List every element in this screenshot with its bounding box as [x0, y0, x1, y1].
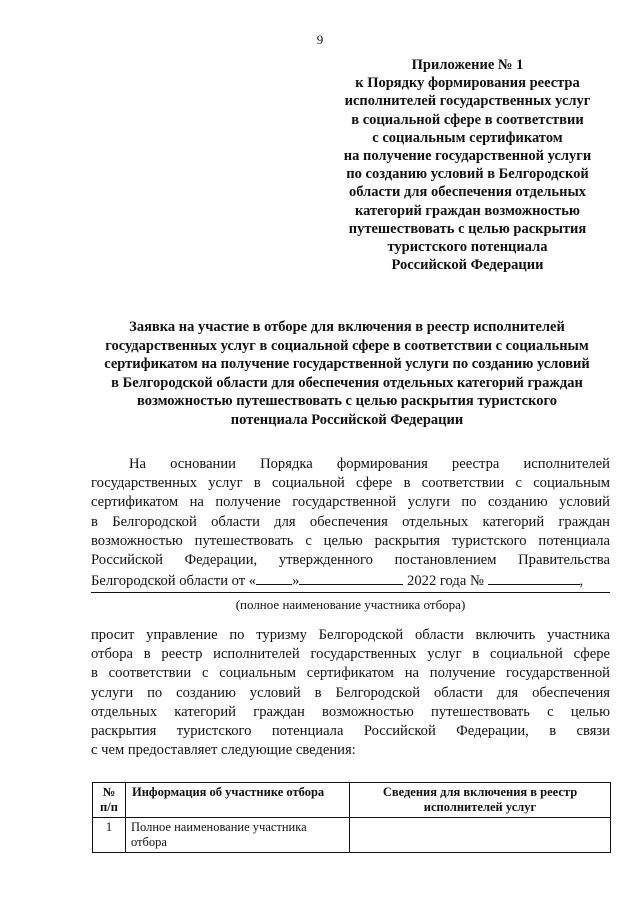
title-line: государственных услуг в социальной сфере в соответствии с социальным: [105, 337, 589, 354]
date-line: [91, 570, 610, 589]
participant-name-caption: (полное наименование участника отбора): [235, 597, 466, 612]
paragraph-line: государственных услуг в социальной сфере в соответствии с социальным: [91, 475, 610, 492]
column-header-number: № п/п: [93, 783, 126, 818]
paragraph-line: в Белгородской области для обеспечения отдельных категорий граждан: [91, 513, 610, 530]
appendix-line: области для обеспечения отдельных: [348, 184, 587, 201]
row-value[interactable]: [350, 818, 611, 853]
date-suffix: ,: [579, 573, 584, 590]
request-paragraph: [91, 626, 610, 760]
appendix-line: Российской Федерации: [391, 257, 544, 274]
application-title: [82, 318, 612, 429]
paragraph-line: просит управление по туризму Белгородской области включить участника: [91, 627, 610, 643]
paragraph-line: На основании Порядка формирования реестра исполнителей: [129, 456, 610, 472]
paragraph-line: возможностью путешествовать с целью раскрытия туристского потенциала: [91, 532, 610, 549]
paragraph-line: услуги по созданию условий в Белгородской области для обеспечения: [91, 684, 610, 701]
appendix-line: в социальной сфере в соответствии: [351, 111, 584, 128]
date-after-day: »: [292, 573, 300, 590]
column-header-registry: Сведения для включения в реестр исполнителей услуг: [350, 783, 611, 818]
appendix-line: путешествовать с целью раскрытия: [348, 220, 587, 237]
table-header-row: [93, 783, 611, 818]
number-field[interactable]: [488, 570, 580, 585]
appendix-line: Приложение № 1: [411, 57, 524, 73]
paragraph-line: в соответствии с социальным сертификатом на получение государственной: [91, 665, 610, 682]
appendix-header: [330, 56, 605, 274]
appendix-line: туристского потенциала: [387, 239, 548, 256]
page-number: 9: [316, 32, 324, 47]
appendix-line: категорий граждан возможностью: [354, 202, 581, 219]
title-line: Заявка на участие в отборе для включения в реестр исполнителей: [129, 319, 565, 335]
appendix-line: с социальным сертификатом: [372, 129, 563, 146]
appendix-line: на получение государственной услуги: [343, 148, 592, 165]
title-line: потенциала Российской Федерации: [230, 411, 464, 428]
column-header-info: Информация об участнике отбора: [126, 783, 350, 818]
date-prefix: Белгородской области от «: [91, 573, 257, 590]
year-text: 2022 года №: [403, 573, 488, 590]
day-field[interactable]: [256, 570, 292, 585]
participant-name-line[interactable]: [91, 592, 610, 593]
month-field[interactable]: [299, 570, 403, 585]
paragraph-line: отбора в реестр исполнителей государственных услуг в социальной сфере: [91, 646, 610, 663]
title-line: возможностью путешествовать с целью раскрытия туристского: [137, 393, 557, 409]
title-line: в Белгородской области для обеспечения отдельных категорий граждан: [111, 374, 583, 391]
basis-paragraph: [91, 455, 610, 589]
paragraph-line: Российской Федерации, утвержденного постановлением Правительства: [91, 551, 610, 568]
row-number: 1: [93, 818, 126, 853]
row-info: Полное наименование участника отбора: [126, 818, 350, 853]
table-row: [93, 818, 611, 853]
title-line: сертификатом на получение государственной услуги по созданию условий: [104, 356, 590, 372]
paragraph-line: сертификатом на получение государственной услуги по созданию условий: [91, 494, 610, 511]
appendix-line: исполнителей государственных услуг: [344, 93, 591, 110]
paragraph-line: отдельных категорий граждан возможностью путешествовать с целью: [91, 703, 610, 720]
participant-info-table: [92, 782, 611, 853]
paragraph-line: с чем предоставляет следующие сведения:: [91, 742, 356, 759]
appendix-line: по созданию условий в Белгородской: [346, 166, 589, 183]
paragraph-line: раскрытия туристского потенциала Российской Федерации, в связи: [91, 722, 610, 739]
appendix-line: к Порядку формирования реестра: [355, 75, 580, 92]
